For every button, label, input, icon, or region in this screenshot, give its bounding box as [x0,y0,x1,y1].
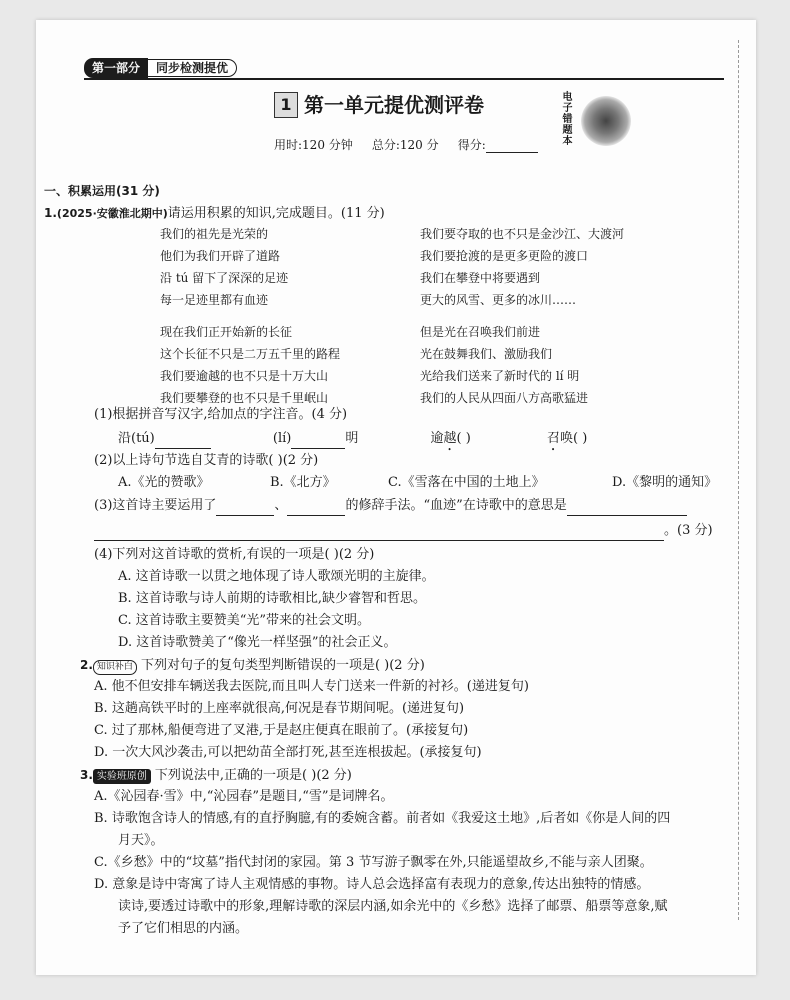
question-2-stem: 2. 知识补白 下列对句子的复句类型判断错误的一项是( )(2 分) [80,658,425,673]
test-info [274,136,538,153]
q3-option-b-cont: 月天》。 [118,833,164,848]
q1-sub2-option-a[interactable]: A.《光的赞歌》 [118,475,210,490]
unit-number: 1 [274,92,298,118]
header-rule [84,78,724,80]
q1-sub1-blanks: 沿(tú) (lí) 明 逾越( ) 召唤( ) [118,430,678,454]
q2-option-b[interactable]: B. 这趟高铁平时的上座率就很高,何况是春节期间呢。(递进复句) [94,701,465,716]
q1-sub3: (3)这首诗主要运用了 、 的修辞手法。“血迹”在诗歌中的意思是 [94,497,687,516]
q1-sub4-option-d[interactable]: D. 这首诗歌赞美了“像光一样坚强”的社会正义。 [118,635,397,650]
poem-left: 我们的祖先是光荣的 他们为我们开辟了道路 沿 tú 留下了深深的足迹 每一足迹里都有血迹 现在我们正开始新的长征 这个长征不只是二万五千里的路程 我们要逾越的也不只是十万大山 我们要攀登的也不只是千里岷山 [160,227,341,405]
answer-blank[interactable] [94,522,664,541]
score-blank[interactable] [486,138,538,153]
q3-option-a[interactable]: A.《沁园春·雪》中,“沁园春”是题目,“雪”是词牌名。 [94,789,394,804]
question-source: (2025·安徽淮北期中) [56,207,168,220]
q1-sub4-option-a[interactable]: A. 这首诗歌一以贯之地体现了诗人歌颂光明的主旋律。 [118,569,435,584]
q1-sub2: (2)以上诗句节选自艾青的诗歌( )(2 分) [94,453,319,468]
q2-option-a[interactable]: A. 他不但安排车辆送我去医院,而且叫人专门送来一件新的衬衫。(递进复句) [94,679,529,694]
qr-code-icon[interactable] [581,96,631,146]
ebook-label: 电子错题本 [562,92,573,147]
q1-sub4-option-b[interactable]: B. 这首诗歌与诗人前期的诗歌相比,缺少睿智和哲思。 [118,591,426,606]
question-1-stem: 1.(2025·安徽淮北期中)请运用积累的知识,完成题目。(11 分) [44,206,385,221]
score-label: 得分: [457,138,486,152]
q1-sub2-option-c[interactable]: C.《雪落在中国的土地上》 [388,475,545,490]
answer-blank[interactable] [216,497,274,516]
worksheet-page [36,20,756,975]
q1-sub4: (4)下列对这首诗歌的赏析,有误的一项是( )(2 分) [94,547,375,562]
q2-option-d[interactable]: D. 一次大风沙袭击,可以把幼苗全部打死,甚至连根拔起。(承接复句) [94,745,482,760]
part-label: 第一部分 [84,58,148,78]
answer-blank[interactable] [567,497,687,516]
total-info: 总分:120 分 [371,138,439,152]
answer-blank[interactable]: 唤( ) [559,431,588,446]
section-title: 一、积累运用(31 分) [44,184,160,198]
poem-right: 我们要夺取的也不只是金沙江、大渡河 我们要抢渡的是更多更险的渡口 我们在攀登中将要遇到 更大的风雪、更多的冰川…… 但是光在召唤我们前进 光在鼓舞我们、激励我们 光给我们送来了新时代的 lí 明 我们的人民从四面八方高歌猛进 [420,227,625,405]
time-info: 用时:120 分钟 [274,138,353,152]
q1-sub3-line2: 。(3 分) [94,522,713,541]
answer-blank[interactable] [291,430,345,449]
q3-option-c[interactable]: C.《乡愁》中的“坟墓”指代封闭的家园。第 3 节写游子飘零在外,只能遥望故乡,不能与亲人团聚。 [94,855,653,870]
part-header [84,58,237,78]
knowledge-tag: 知识补白 [93,660,137,675]
q1-sub4-option-c[interactable]: C. 这首诗歌主要赞美“光”带来的社会文明。 [118,613,371,628]
answer-blank[interactable] [287,497,345,516]
answer-blank[interactable]: ( ) [456,431,471,446]
part-subtitle: 同步检测提优 [148,59,237,77]
q2-option-c[interactable]: C. 过了那林,船便弯进了叉港,于是赵庄便真在眼前了。(承接复句) [94,723,469,738]
q3-option-b[interactable]: B. 诗歌饱含诗人的情感,有的直抒胸臆,有的委婉含蓄。前者如《我爱这土地》,后者如《你是人间的四 [94,811,671,826]
q1-sub2-option-b[interactable]: B.《北方》 [270,475,336,490]
q1-sub2-option-d[interactable]: D.《黎明的通知》 [612,475,718,490]
question-3-stem: 3. 实验班原创 下列说法中,正确的一项是( )(2 分) [80,768,352,783]
q1-sub1: (1)根据拼音写汉字,给加点的字注音。(4 分) [94,407,348,422]
binding-margin [738,40,739,920]
experiment-class-tag: 实验班原创 [93,769,151,784]
unit-title: 第一单元提优测评卷 [304,93,484,117]
q3-option-d-cont1: 读诗,要透过诗歌中的形象,理解诗歌的深层内涵,如余光中的《乡愁》选择了邮票、船票等意象,赋 [118,899,668,914]
q3-option-d[interactable]: D. 意象是诗中寄寓了诗人主观情感的事物。诗人总会选择富有表现力的意象,传达出独特的情感。 [94,877,650,892]
q3-option-d-cont2: 予了它们相思的内涵。 [118,921,249,936]
answer-blank[interactable] [155,430,211,449]
